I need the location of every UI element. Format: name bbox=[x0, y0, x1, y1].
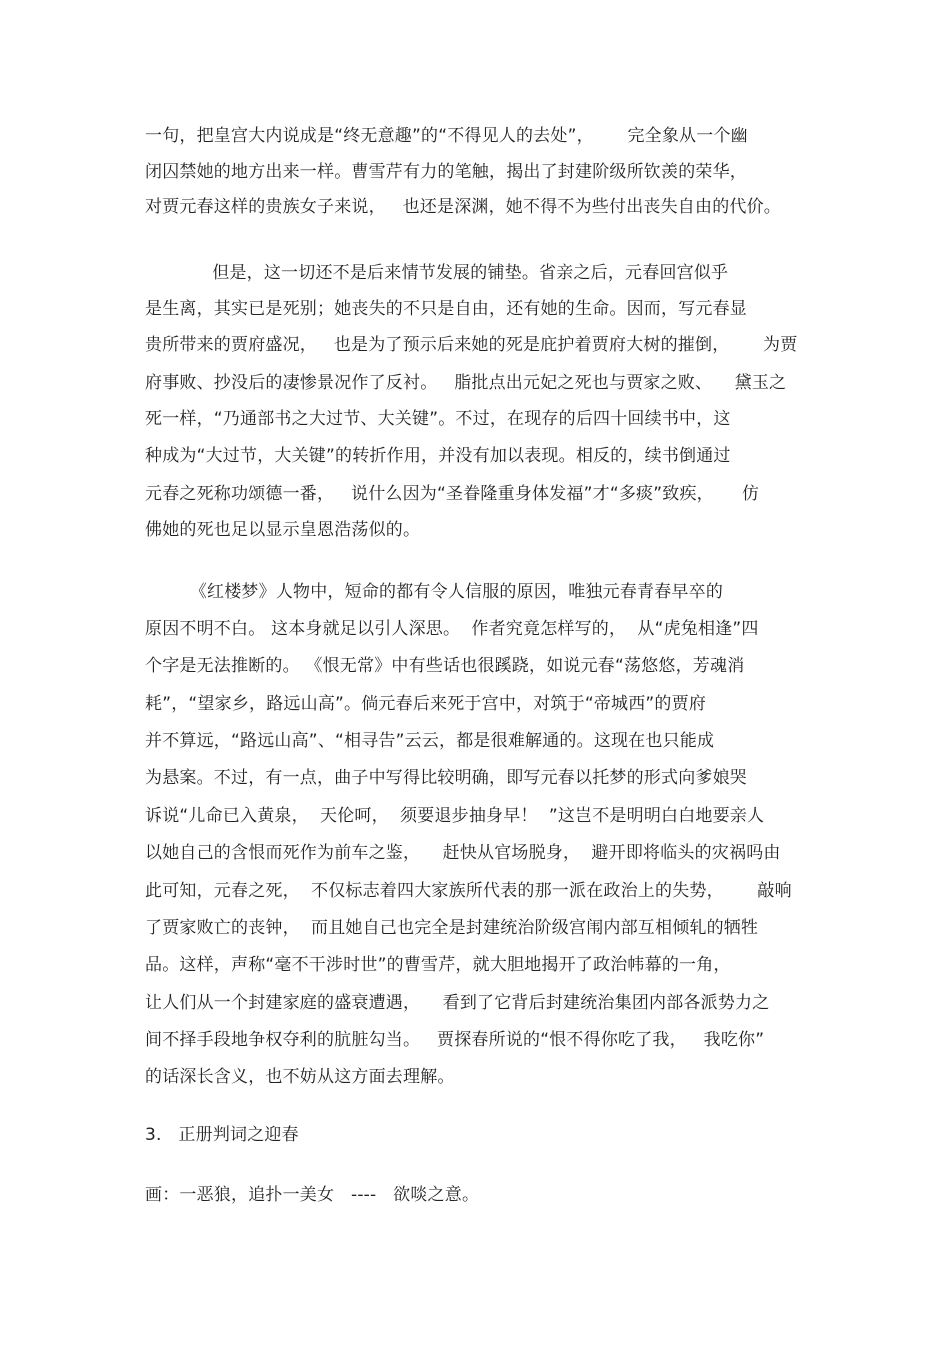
section-heading: 3. 正册判词之迎春 bbox=[145, 1125, 299, 1145]
text-line: 以她自己的含恨而死作为前车之鉴， 赶快从官场脱身， 避开即将临头的灾祸吗由 bbox=[145, 843, 781, 863]
text-line: 此可知，元春之死， 不仅标志着四大家族所代表的那一派在政治上的失势， 敲响 bbox=[145, 881, 792, 901]
text-line: 耗”，“望家乡，路远山高”。倘元春后来死于宫中，对筑于“帝城西”的贾府 bbox=[145, 694, 707, 714]
text-line: 间不择手段地争权夺利的肮脏勾当。 贾探春所说的“恨不得你吃了我， 我吃你” bbox=[145, 1030, 765, 1050]
text-line: 让人们从一个封建家庭的盛衰遭遇， 看到了它背后封建统治集团内部各派势力之 bbox=[145, 993, 770, 1013]
text-line: 对贾元春这样的贵族女子来说， 也还是深渊，她不得不为些付出丧失自由的代价。 bbox=[145, 197, 782, 217]
text-line: 诉说“儿命已入黄泉， 天伦呵， 须要退步抽身早！ ”这岂不是明明白白地要亲人 bbox=[145, 806, 765, 826]
picture-description: 画：一恶狼，追扑一美女 ---- 欲啖之意。 bbox=[145, 1185, 480, 1205]
text-line: 种成为“大过节，大关键”的转折作用，并没有加以表现。相反的，续书倒通过 bbox=[145, 446, 731, 466]
text-line: 品。这样，声称“毫不干涉时世”的曹雪芹，就大胆地揭开了政治帏幕的一角， bbox=[145, 955, 731, 975]
text-line: 为悬案。不过，有一点，曲子中写得比较明确，即写元春以托梦的形式向爹娘哭 bbox=[145, 768, 747, 788]
text-line: 个字是无法推断的。 《恨无常》中有些话也很蹊跷，如说元春“荡悠悠，芳魂消 bbox=[145, 656, 745, 676]
text-line: 贵所带来的贾府盛况， 也是为了预示后来她的死是庇护着贾府大树的摧倒， 为贾 bbox=[145, 335, 798, 355]
text-line: 原因不明不白。 这本身就足以引人深思。 作者究竟怎样写的， 从“虎兔相逢”四 bbox=[145, 619, 759, 639]
text-line: 元春之死称功颂德一番， 说什么因为“圣眷隆重身体发福”才“多痰”致疾， 仿 bbox=[145, 484, 760, 504]
text-line: 并不算远，“路远山高”、“相寻告”云云，都是很难解通的。这现在也只能成 bbox=[145, 731, 715, 751]
text-line: 但是，这一切还不是后来情节发展的铺垫。省亲之后，元春回宫似乎 bbox=[145, 263, 729, 283]
text-line: 府事败、抄没后的凄惨景况作了反衬。 脂批点出元妃之死也与贾家之败、 黛玉之 bbox=[145, 373, 787, 393]
text-line: 死一样，“乃通部书之大过节、大关键”。不过，在现存的后四十回续书中，这 bbox=[145, 409, 731, 429]
text-line: 的话深长含义，也不妨从这方面去理解。 bbox=[145, 1067, 455, 1087]
text-line: 是生离，其实已是死别；她丧失的不只是自由，还有她的生命。因而，写元春显 bbox=[145, 299, 747, 319]
text-line: 《红楼梦》人物中，短命的都有令人信服的原因，唯独元春青春早卒的 bbox=[145, 582, 724, 602]
text-line: 佛她的死也足以显示皇恩浩荡似的。 bbox=[145, 520, 421, 540]
text-line: 了贾家败亡的丧钟， 而且她自己也完全是封建统治阶级宫闱内部互相倾轧的牺牲 bbox=[145, 918, 759, 938]
text-line: 闭囚禁她的地方出来一样。曹雪芹有力的笔触，揭出了封建阶级所钦羡的荣华， bbox=[145, 162, 747, 182]
text-line: 一句，把皇宫大内说成是“终无意趣”的“不得见人的去处”， 完全象从一个幽 bbox=[145, 126, 748, 146]
